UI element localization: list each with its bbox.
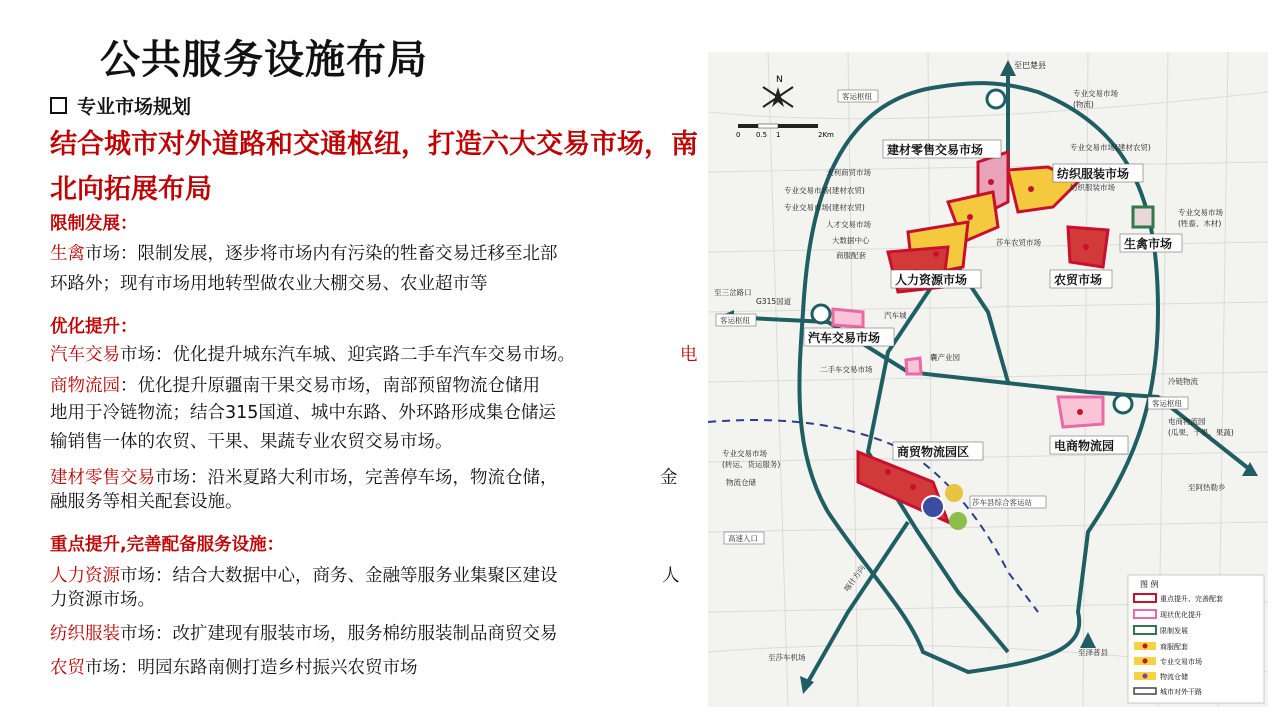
restrict-heading: 限制发展： <box>50 214 138 234</box>
building-text-1: 市场：沿米夏路大利市场，完善停车场，物流仓储， <box>155 468 558 488</box>
label-bus-station: 莎车县综合客运站 <box>972 498 1032 507</box>
label-ecommerce-park: 电商物流园 <box>1054 439 1115 453</box>
restrict-line-1 <box>50 240 558 268</box>
label-textile-market: 纺织服装市场 <box>1057 167 1130 181</box>
label-pro-market-1: 专业交易市场(建材农贸) <box>784 186 865 195</box>
label-poultry-market: 生禽市场 <box>1124 237 1173 251</box>
textile-name: 纺织服装 <box>50 624 120 644</box>
textile-line <box>50 620 558 648</box>
scale-2km: 2Km <box>818 131 834 139</box>
label-used-car: 二手车交易市场 <box>820 365 873 374</box>
page-title: 公共服务设施布局 <box>100 37 428 83</box>
label-pro-livestock-sub: (牲畜、木材) <box>1178 219 1222 228</box>
auto-text: 市场：优化提升城东汽车城、迎宾路二手车汽车交易市场。 <box>120 345 575 365</box>
hr-tail: 人 <box>662 566 680 586</box>
label-nang-park: 囊产业园 <box>930 353 960 362</box>
label-ecom-small: 电商物流园 <box>1168 417 1206 426</box>
key-heading: 重点提升,完善配备服务设施： <box>50 535 285 555</box>
legend-restrict: 限制发展 <box>1160 627 1188 635</box>
legend-commerce: 商服配套 <box>1160 643 1188 651</box>
label-highway-entry: 高速入口 <box>728 534 758 543</box>
optimize-heading: 优化提升： <box>50 317 138 337</box>
section-subtitle <box>50 92 191 119</box>
hr-name: 人力资源 <box>50 566 120 586</box>
label-dali-market: 大利商贸市场 <box>826 168 871 177</box>
to-bachu-label: 至巴楚县 <box>1014 61 1046 70</box>
restrict-line-2: 环路外；现有市场用地转型做农业大棚交易、农业超市等 <box>50 274 488 294</box>
logistics-line-3: 输销售一体的农贸、干果、果蔬专业农贸交易市场。 <box>50 432 453 452</box>
auto-tail: 电 <box>680 345 698 365</box>
map-legend <box>1128 575 1264 703</box>
restrict-item-name: 生禽 <box>50 244 85 264</box>
label-pro-livestock: 专业交易市场 <box>1178 208 1223 217</box>
north-arrow <box>763 87 793 107</box>
label-ecom-sub: (瓜果、干果、果蔬) <box>1168 428 1234 437</box>
agri-name: 农贸 <box>50 658 85 678</box>
building-tail: 金 <box>660 468 678 488</box>
label-to-arele: 至阿热勒乡 <box>1188 483 1226 492</box>
label-to-zepu: 至泽普县 <box>1078 648 1108 657</box>
label-pro-market-2: 专业交易市场(建材农贸) <box>784 203 865 212</box>
north-label: N <box>776 75 783 85</box>
auto-line <box>50 341 575 369</box>
restrict-item-text: 市场：限制发展，逐步将市场内有污染的牲畜交易迁移至北部 <box>85 244 558 264</box>
label-pro-market-3: 专业交易市场(建材农贸) <box>1070 143 1151 152</box>
label-talent-market: 人才交易市场 <box>826 220 871 229</box>
label-bus-hub-west: 客运枢纽 <box>720 316 750 325</box>
legend-optimize: 现状优化提升 <box>1160 611 1202 619</box>
building-name: 建材零售交易 <box>50 468 155 488</box>
logistics-line-2: 地用于冷链物流；结合315国道、城中东路、外环路形成集仓储运 <box>50 403 556 423</box>
label-kashgar-dir: 喀什方向 <box>842 563 867 594</box>
label-agri-market: 农贸市场 <box>1054 273 1103 287</box>
label-logistics-park: 商贸物流园区 <box>897 445 970 459</box>
label-building-market: 建材零售交易市场 <box>887 143 984 157</box>
label-pro-transit-sub: (转运、货运服务) <box>722 460 781 469</box>
label-bigdata: 大数据中心 <box>832 236 870 245</box>
auto-name: 汽车交易 <box>50 345 120 365</box>
agri-line <box>50 654 418 682</box>
logistics-line-1 <box>50 372 540 400</box>
label-cold-chain: 冷链物流 <box>1168 377 1198 386</box>
label-pro-transit: 专业交易市场 <box>722 449 767 458</box>
label-to-airport: 至莎车机场 <box>768 653 806 662</box>
label-warehouse: 物流仓储 <box>726 478 756 487</box>
label-textile-small: 纺织服装市场 <box>1070 183 1115 192</box>
subtitle-text: 专业市场规划 <box>77 96 192 118</box>
label-bus-hub-north: 客运枢纽 <box>842 92 872 101</box>
textile-text: 市场：改扩建现有服装市场，服务棉纺服装制品商贸交易 <box>120 624 558 644</box>
label-shache-agri: 莎车农贸市场 <box>996 238 1041 247</box>
label-g315: G315国道 <box>756 297 792 306</box>
label-hr-market: 人力资源市场 <box>895 273 968 287</box>
scale-1: 1 <box>776 131 781 139</box>
logistics-name: 商物流园 <box>50 376 120 396</box>
label-auto-city: 汽车城 <box>884 311 907 320</box>
label-auto-market: 汽车交易市场 <box>808 331 881 345</box>
hr-line-2: 力资源市场。 <box>50 590 155 610</box>
building-line-2: 融服务等相关配套设施。 <box>50 492 243 512</box>
market-layout-map <box>708 52 1268 707</box>
label-to-sancha: 至三岔路口 <box>714 288 752 297</box>
scale-05: 0.5 <box>756 131 768 139</box>
legend-key-upgrade: 重点提升、完善配套 <box>1160 595 1223 603</box>
scale-0: 0 <box>736 131 741 139</box>
legend-title: 图 例 <box>1140 580 1159 589</box>
legend-arterial: 城市对外干路 <box>1160 688 1202 696</box>
label-pro-logistics: 专业交易市场 <box>1073 89 1118 98</box>
legend-pro-market: 专业交易市场 <box>1160 658 1202 666</box>
legend-warehouse: 物流仓储 <box>1160 673 1188 681</box>
label-commerce: 商服配套 <box>836 251 866 260</box>
label-pro-logistics-sub: (物流) <box>1073 100 1094 109</box>
logistics-text-1: ：优化提升原疆南干果交易市场，南部预留物流仓储用 <box>120 376 540 396</box>
checkbox-icon <box>50 97 67 114</box>
scale-bar <box>738 124 818 128</box>
headline: 结合城市对外道路和交通枢纽，打造六大交易市场，南北向拓展布局 <box>50 129 698 205</box>
hr-text-1: 市场：结合大数据中心，商务、金融等服务业集聚区建设 <box>120 566 558 586</box>
agri-text: 市场：明园东路南侧打造乡村振兴农贸市场 <box>85 658 418 678</box>
label-bus-hub-east: 客运枢纽 <box>1152 399 1182 408</box>
